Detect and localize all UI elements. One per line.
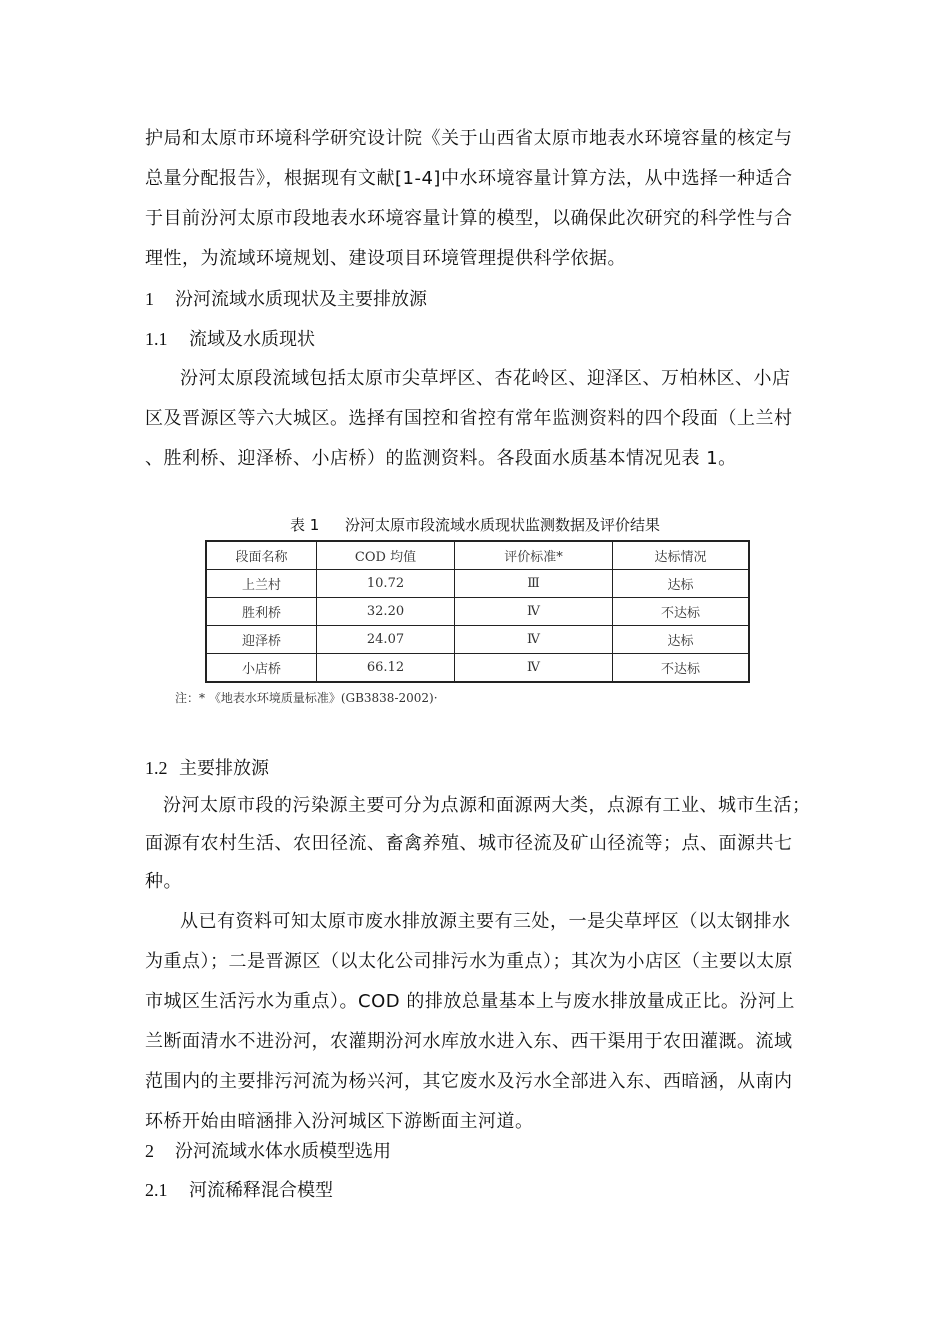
heading-1-2-text: 主要排放源: [179, 758, 269, 779]
heading-2-1-number: 2.1: [145, 1180, 168, 1200]
s12b-line-1: 从已有资料可知太原市废水排放源主要有三处，一是尖草坪区（以太钢排水: [180, 911, 791, 932]
table-cell: Ⅳ: [455, 626, 613, 654]
s12b-line-2: 为重点）；二是晋源区（以太化公司排污水为重点）；其次为小店区（主要以太原: [145, 951, 793, 972]
table-cell: 胜利桥: [206, 598, 317, 626]
heading-2-1: [145, 1179, 333, 1202]
table-cell: 达标: [613, 570, 750, 598]
table-cell: 达标: [613, 626, 750, 654]
heading-2-number: 2: [145, 1141, 154, 1161]
s12b-line-4: 兰断面清水不进汾河，农灌期汾河水库放水进入东、西干渠用于农田灌溉。流域: [145, 1031, 793, 1052]
table-cell: Ⅲ: [455, 570, 613, 598]
table-row: [206, 626, 749, 654]
table-header-cell: 评价标准*: [455, 541, 613, 570]
table-cell: 66.12: [317, 654, 455, 683]
heading-1: [145, 288, 427, 311]
intro-line-4: 理性，为流域环境规划、建设项目环境管理提供科学依据。: [145, 248, 626, 269]
s12a-line-1: 汾河太原市段的污染源主要可分为点源和面源两大类，点源有工业、城市生活；: [163, 795, 811, 816]
table-cell: Ⅳ: [455, 654, 613, 683]
s11-line-3: 、胜利桥、迎泽桥、小店桥）的监测资料。各段面水质基本情况见表 1。: [145, 448, 737, 469]
table-cell: 上兰村: [206, 570, 317, 598]
table-row: [206, 570, 749, 598]
table-cell: 迎泽桥: [206, 626, 317, 654]
intro-line-3: 于目前汾河太原市段地表水环境容量计算的模型，以确保此次研究的科学性与合: [145, 208, 793, 229]
table-cell: 不达标: [613, 598, 750, 626]
table-cell: Ⅳ: [455, 598, 613, 626]
heading-1-text: 汾河流域水质现状及主要排放源: [175, 289, 427, 310]
table-cell: 24.07: [317, 626, 455, 654]
heading-2: [145, 1140, 391, 1163]
heading-2-text: 汾河流域水体水质模型选用: [175, 1141, 391, 1162]
table-caption-number: 表 1: [290, 516, 320, 534]
s12b-line-3: 市城区生活污水为重点）。COD 的排放总量基本上与废水排放量成正比。汾河上: [145, 991, 795, 1012]
s12a-line-2: 面源有农村生活、农田径流、畜禽养殖、城市径流及矿山径流等；点、面源共七: [145, 833, 793, 854]
water-quality-table: [205, 540, 750, 683]
table-caption-text: 汾河太原市段流域水质现状监测数据及评价结果: [345, 516, 661, 534]
heading-1-2-number: 1.2: [145, 758, 168, 778]
table-cell: 32.20: [317, 598, 455, 626]
table-cell: 不达标: [613, 654, 750, 683]
intro-line-1: 护局和太原市环境科学研究设计院《关于山西省太原市地表水环境容量的核定与: [145, 128, 793, 149]
table-header-cell: COD 均值: [317, 541, 455, 570]
heading-1-1: [145, 328, 315, 351]
table-cell: 小店桥: [206, 654, 317, 683]
table-header-row: [206, 541, 749, 570]
s12b-line-5: 范围内的主要排污河流为杨兴河，其它废水及污水全部进入东、西暗涵，从南内: [145, 1071, 793, 1092]
heading-1-2: [145, 757, 269, 780]
s11-line-1: 汾河太原段流域包括太原市尖草坪区、杏花岭区、迎泽区、万柏林区、小店: [180, 368, 791, 389]
s12b-line-6: 环桥开始由暗涵排入汾河城区下游断面主河道。: [145, 1111, 534, 1132]
s11-line-2: 区及晋源区等六大城区。选择有国控和省控有常年监测资料的四个段面（上兰村: [145, 408, 793, 429]
table-note: 注：* 《地表水环境质量标准》(GB3838-2002)·: [175, 691, 438, 705]
table-row: [206, 654, 749, 683]
table-header-cell: 达标情况: [613, 541, 750, 570]
table-row: [206, 598, 749, 626]
heading-1-1-text: 流域及水质现状: [189, 329, 315, 350]
table-header-cell: 段面名称: [206, 541, 317, 570]
table-caption: [290, 515, 660, 535]
s12a-line-3: 种。: [145, 871, 182, 892]
table-cell: 10.72: [317, 570, 455, 598]
heading-2-1-text: 河流稀释混合模型: [189, 1180, 333, 1201]
intro-line-2: 总量分配报告》，根据现有文献[1-4]中水环境容量计算方法，从中选择一种适合: [145, 168, 793, 189]
heading-1-number: 1: [145, 289, 154, 309]
heading-1-1-number: 1.1: [145, 329, 168, 349]
